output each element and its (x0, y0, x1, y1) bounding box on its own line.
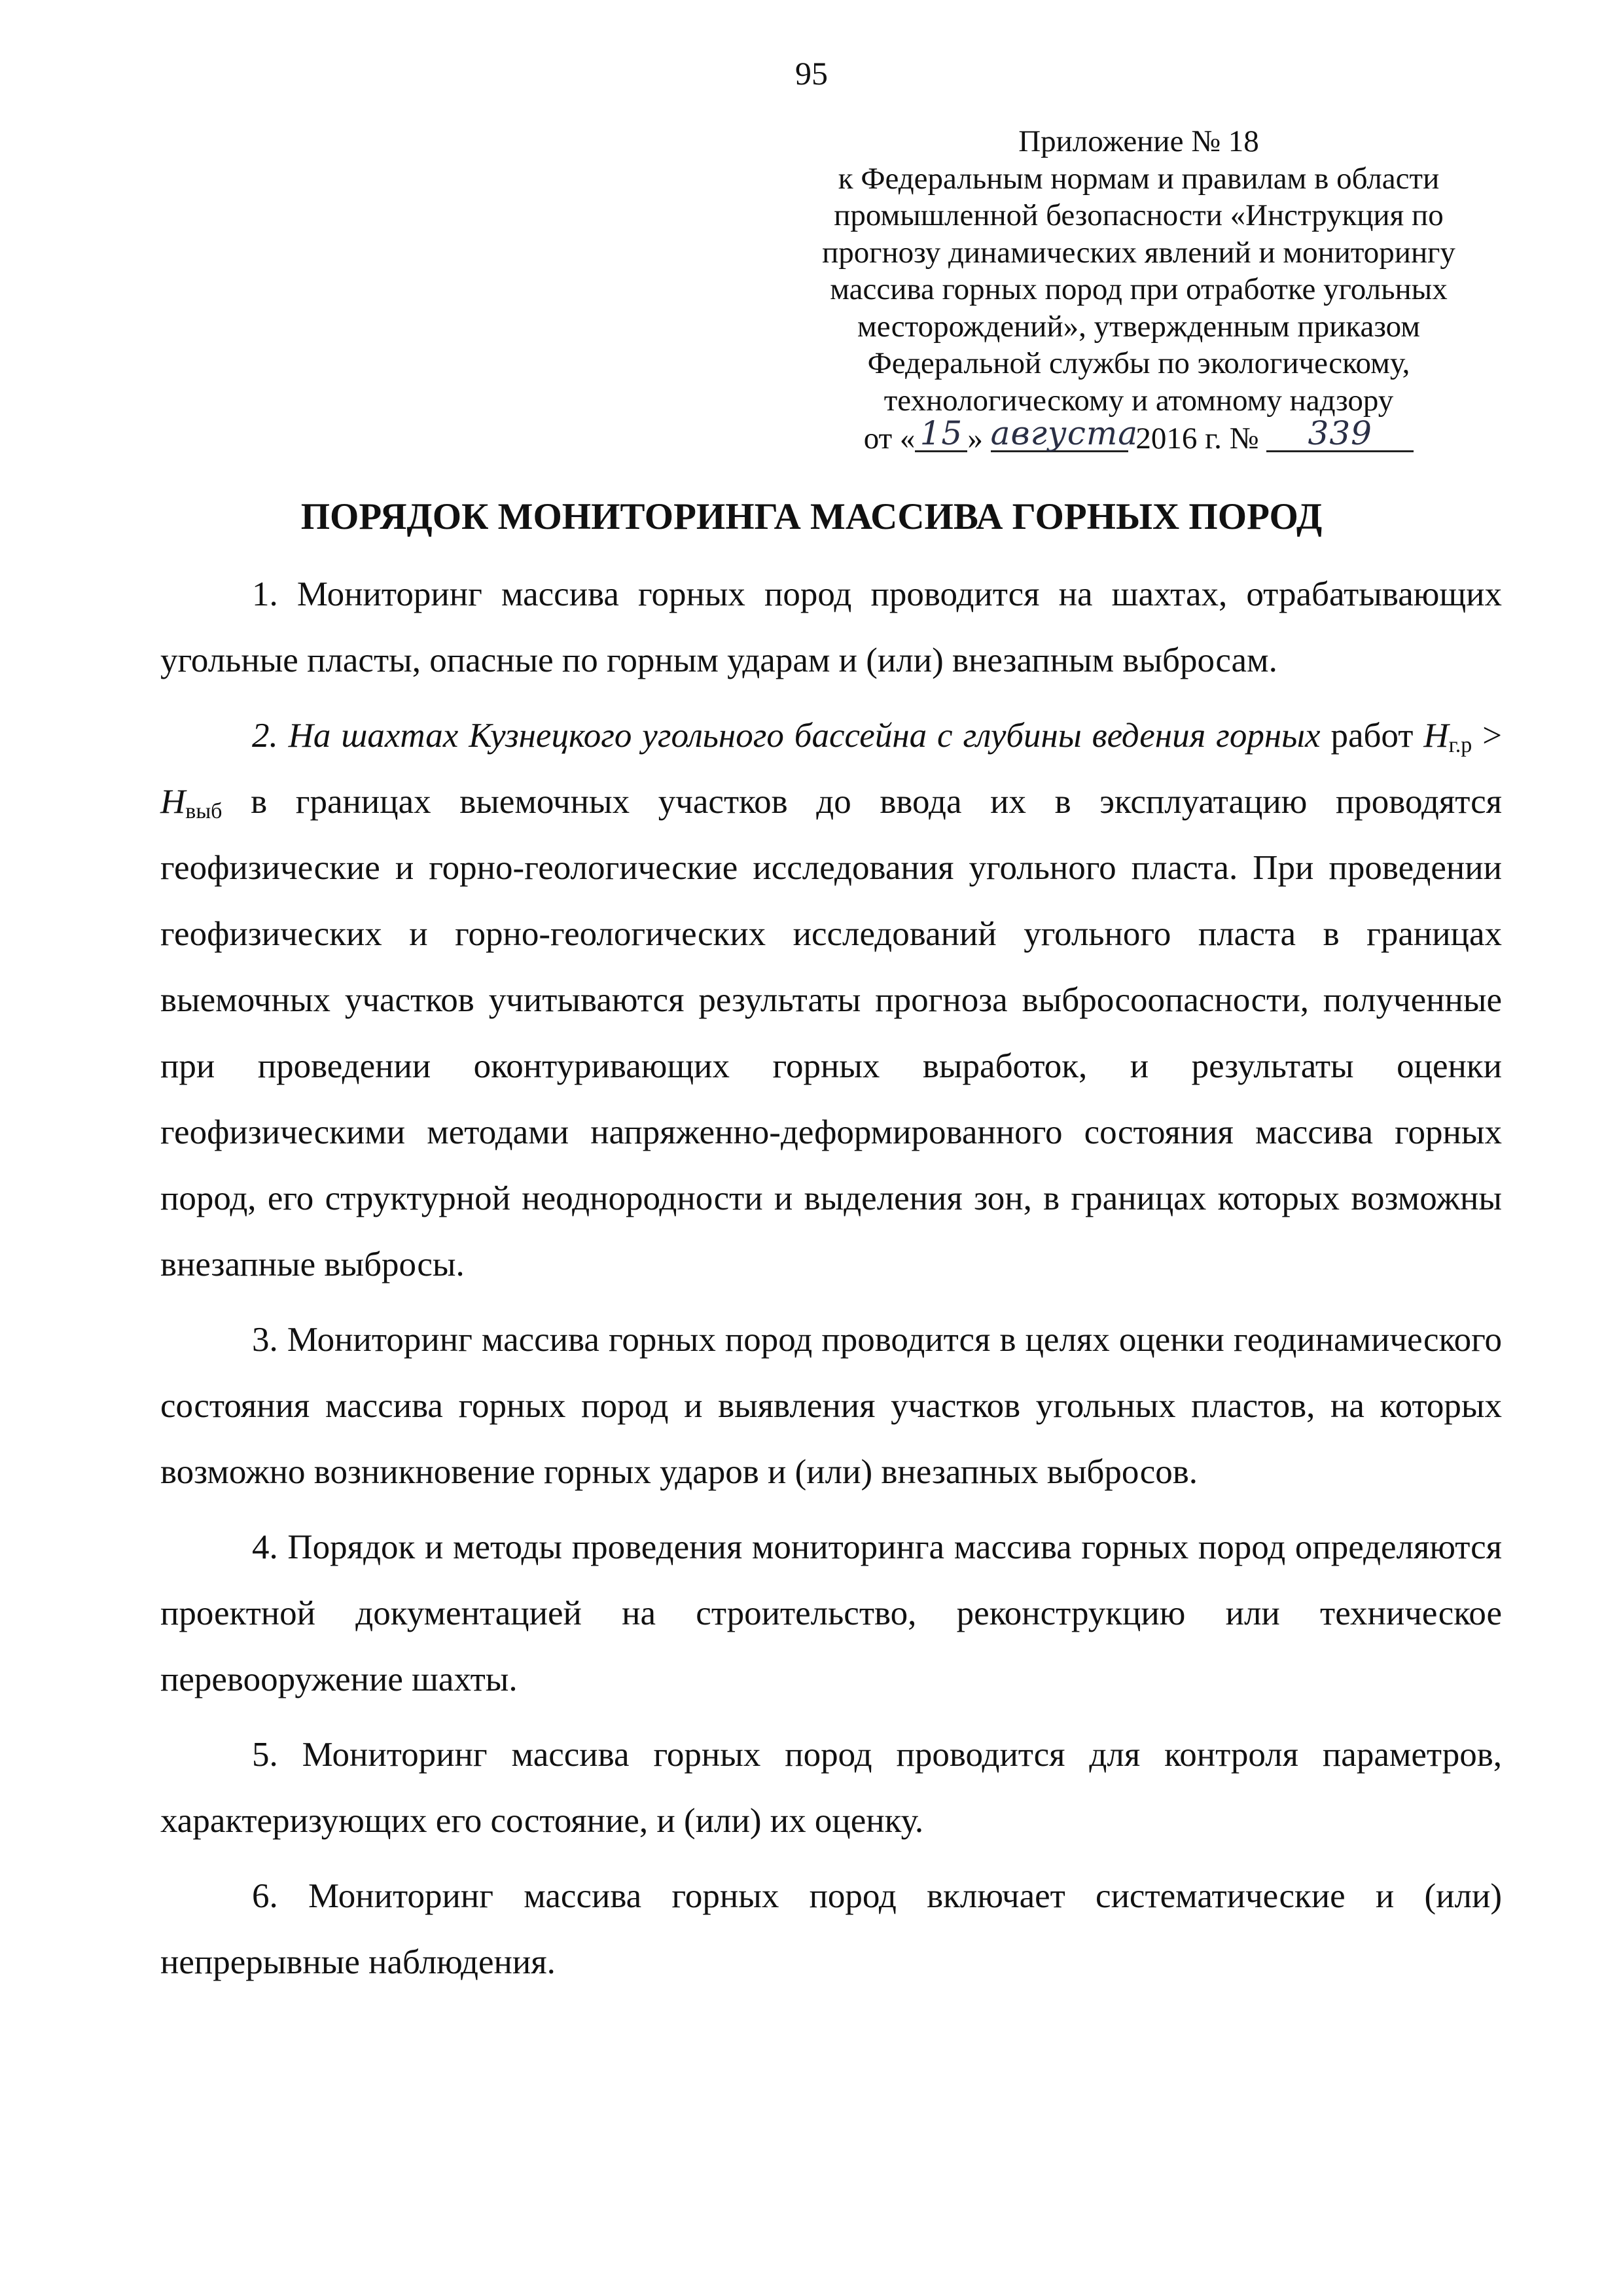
annex-line: Приложение № 18 (1018, 124, 1259, 158)
annex-line: Федеральной службы по экологическому, (867, 346, 1410, 380)
date-year: 2016 г. № (1135, 422, 1259, 456)
order-number-field (1266, 414, 1414, 452)
date-prefix: от « (863, 422, 916, 456)
annex-line: прогнозу динамических явлений и мониторингу (822, 235, 1455, 270)
h-subscript-vyb: выб (185, 799, 223, 823)
paragraph-4: 4. Порядок и методы проведения мониторинга массива горных пород определяются проектной документацией на строительство, реконструкцию или техническое перевооружение шахты. (160, 1528, 1502, 1698)
paragraph-2-lead: 2. На шахтах Кузнецкого угольного бассейна с глубины ведения горных (252, 717, 1321, 755)
paragraph-3: 3. Мониторинг массива горных пород проводится в целях оценки геодинамического состояния массива горных пород и выявления участков угольных пластов, на которых возможно возникновение горных ударов и (или) внезапных выбросов. (160, 1321, 1502, 1491)
order-number-handwritten: 339 (1308, 414, 1372, 452)
order-date-line (772, 414, 1505, 457)
greater-than: > (1472, 717, 1502, 755)
page-number: 95 (795, 55, 828, 92)
h-variable: H (1423, 717, 1449, 755)
document-title: ПОРЯДОК МОНИТОРИНГА МАССИВА ГОРНЫХ ПОРОД (300, 496, 1323, 537)
annex-line: технологическому и атомному надзору (883, 383, 1394, 418)
annex-line: месторождений», утвержденным приказом (857, 309, 1420, 344)
date-mid: » (967, 422, 983, 456)
annex-line: промышленной безопасности «Инструкция по (834, 198, 1444, 232)
date-day-handwritten: 15 (919, 414, 963, 452)
paragraph-6: 6. Мониторинг массива горных пород включает систематические и (или) непрерывные наблюдения. (160, 1877, 1502, 1981)
date-month-handwritten: августа (990, 414, 1139, 452)
annex-line: массива горных пород при отработке угольных (830, 272, 1448, 306)
date-month-field (990, 414, 1139, 452)
h-variable: H (160, 783, 186, 821)
paragraph-5: 5. Мониторинг массива горных пород проводится для контроля параметров, характеризующих его состояние, и (или) их оценку. (160, 1736, 1502, 1840)
h-subscript-gr: г.р (1448, 733, 1472, 757)
document-body (160, 562, 1502, 1996)
paragraph-2-rest: в границах выемочных участков до ввода их в эксплуатацию проводятся геофизические и горно-геологические исследования угольного пласта. При проведении геофизических и горно-геологических исследований угольного пласта в границах выемочных участков учитываются результаты прогноза выбросоопасности, полученные при проведении оконтуривающих горных выработок, и результаты оценки геофизическими методами напряженно-деформированного состояния массива горных пород, его структурной неоднородности и выделения зон, в границах которых возможны внезапные выбросы. (160, 783, 1502, 1283)
annex-line: к Федеральным нормам и правилам в области (838, 161, 1440, 196)
date-day-field (915, 414, 967, 452)
paragraph-2 (160, 703, 1502, 1298)
paragraph-1: 1. Мониторинг массива горных пород проводится на шахтах, отрабатывающих угольные пласты, опасные по горным ударам и (или) внезапным выбросам. (160, 575, 1502, 679)
annex-header (772, 123, 1505, 457)
paragraph-2-works: работ (1330, 717, 1414, 755)
